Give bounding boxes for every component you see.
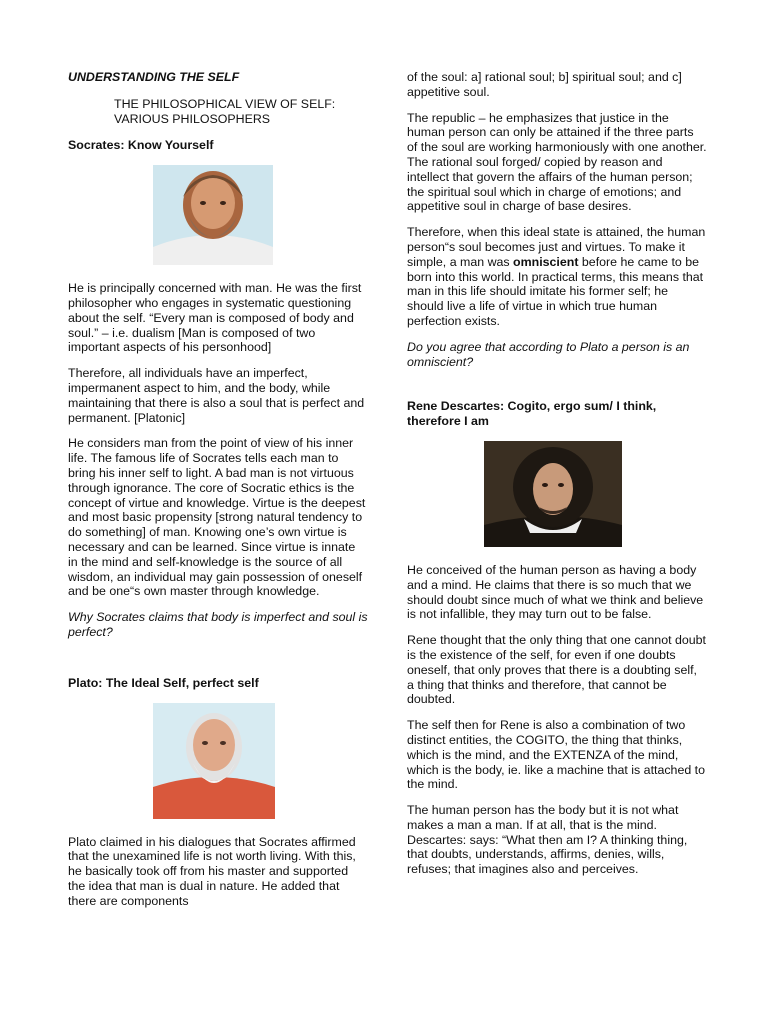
plato-paragraph-3-a: Therefore, when this ideal state is attained, the human person“s soul becomes just and virtues. To make it simple, a man was (407, 225, 706, 269)
document-title: UNDERSTANDING THE SELF (68, 70, 240, 84)
plato-heading: Plato: The Ideal Self, perfect self (68, 675, 259, 690)
descartes-heading: Rene Descartes: Cogito, ergo sum/ I think, therefore I am (407, 399, 657, 429)
descartes-portrait-image (484, 441, 622, 547)
socrates-paragraph-2: Therefore, all individuals have an imperfect, impermanent aspect to him, and the body, while maintaining that there is also a soul that is perfect and permanent. [Platonic] (68, 366, 365, 425)
socrates-paragraph-3: He considers man from the point of view of his inner life. The famous life of Socrates tells each man to bring his inner self to light. A bad man is not virtuous through ignorance. The core of Socratic ethics is the concept of virtue and knowledge. Virtue is the deepest and most basic propensity [strong natural tendency to do something] of man. Knowing one’s own virtue is necessary and can be learned. Since virtue is innate in the mind and self-knowledge is the source of all wisdom, an individual may gain possession of oneself and be one“s own master through knowledge. (68, 436, 366, 599)
descartes-paragraph-4: The human person has the body but it is not what makes a man a man. If at all, that is the mind. Descartes: says: “What then am I? A thinking thing, that doubts, understands, affirms, denies, wills, refuses; that imagines also and perceives. (407, 803, 688, 877)
right-column (407, 70, 707, 888)
plato-paragraph-3-b: before he came to be born into this world. In practical terms, this means that man in this life should imitate his former self; he should live a life of virtue in which true human perfection exists. (407, 254, 704, 328)
section-bullet (68, 97, 368, 127)
plato-paragraph-1-continued: of the soul: a] rational soul; b] spiritual soul; and c] appetitive soul. (407, 70, 682, 99)
plato-portrait-image (153, 703, 275, 819)
socrates-paragraph-1: He is principally concerned with man. He was the first philosopher who engages in systematic questioning about the self. “Every man is composed of body and soul.” – i.e. dualism [Man is composed of two important aspects of his personhood] (68, 281, 362, 355)
plato-question: Do you agree that according to Plato a person is an omniscient? (407, 339, 690, 369)
section-title: THE PHILOSOPHICAL VIEW OF SELF: VARIOUS PHILOSOPHERS (114, 96, 336, 126)
plato-paragraph-1: Plato claimed in his dialogues that Socrates affirmed that the unexamined life is not worth living. With this, he basically took off from his master and supported the idea that man is dual in nature. He added that there are components (68, 834, 356, 908)
descartes-paragraph-1: He conceived of the human person as having a body and a mind. He claims that there is so much that we should doubt since much of what we think and believe is not infallible, they may turn out to be false. (407, 562, 704, 622)
socrates-portrait-image (153, 165, 273, 265)
left-column (68, 70, 368, 920)
plato-paragraph-2: The republic – he emphasizes that justice in the human person can only be attained if the three parts of the soul are working harmoniously with one another. The rational soul forged/ copied by reason and intellect that govern the affairs of the human person; the spiritual soul which in charge of emotions; and appetitive soul in charge of base desires. (407, 110, 707, 214)
socrates-question: Why Socrates claims that body is imperfect and soul is perfect? (68, 610, 368, 639)
descartes-paragraph-3: The self then for Rene is also a combination of two distinct entities, the COGITO, the thing that thinks, which is the mind, and the EXTENZA of the mind, which is the body, ie. like a machine that is attached to the mind. (407, 718, 705, 792)
descartes-paragraph-2: Rene thought that the only thing that one cannot doubt is the existence of the self, for even if one doubts oneself, that only proves that there is a doubting self, a thing that thinks and therefore, that cannot be doubted. (407, 633, 706, 707)
socrates-heading: Socrates: Know Yourself (68, 138, 214, 153)
plato-paragraph-3 (407, 225, 707, 329)
bullet-box-icon (88, 97, 114, 127)
omniscient-term: omniscient (513, 254, 579, 269)
